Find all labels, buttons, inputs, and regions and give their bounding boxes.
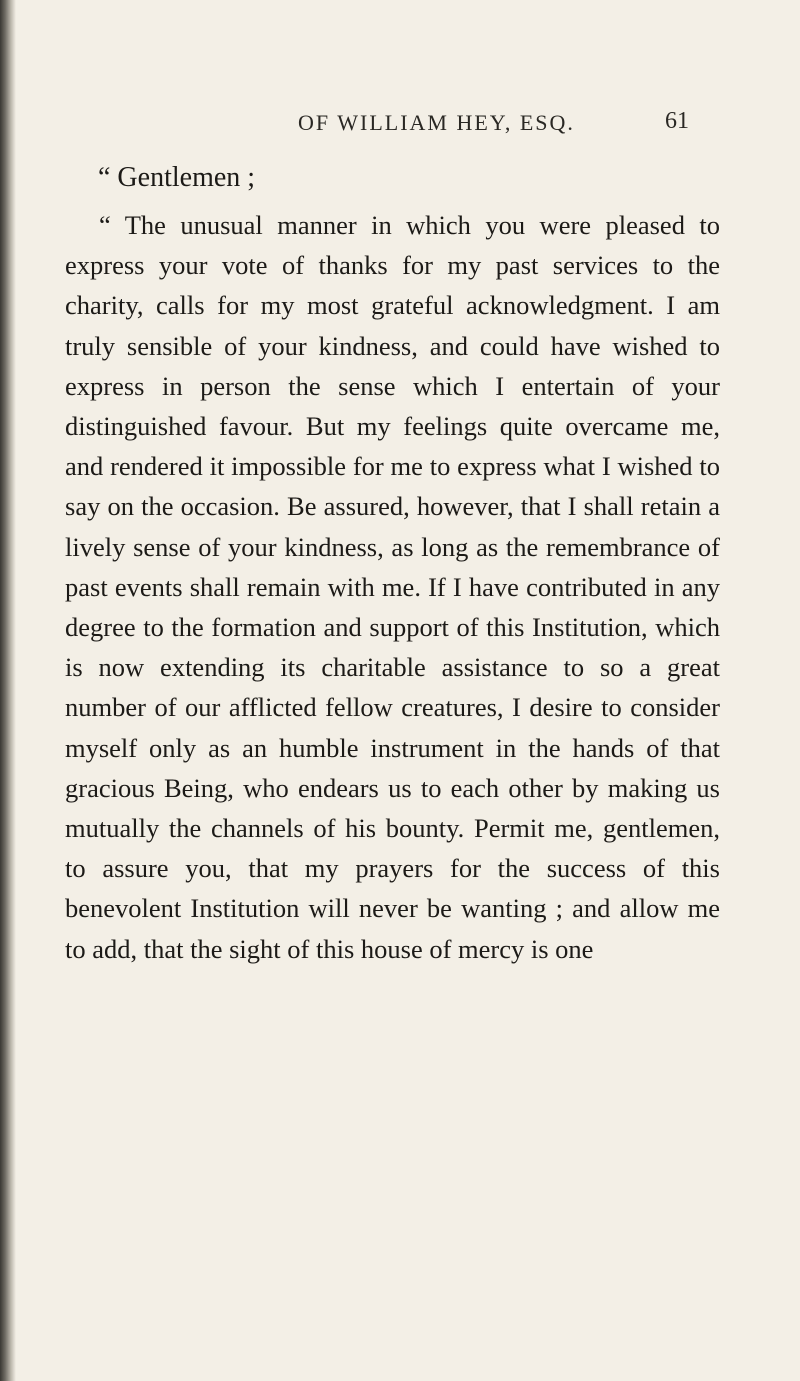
- letter-body: “ The unusual manner in which you were pleased to express your vote of thanks for my past services to the charity, calls for my most grateful acknowledgment. I am truly sensible of your kindness, and could have wished to express in person the sense which I entertain of your distinguished favour. But my feelings quite overcame me, and rendered it impossible for me to express what I wished to say on the occasion. Be assured, however, that I shall retain a lively sense of your kindness, as long as the remembrance of past events shall remain with me. If I have contributed in any degree to the formation and support of this Institution, which is now extending its charitable assistance to so a great number of our afflicted fellow creatures, I desire to consider myself only as an humble instrument in the hands of that gracious Being, who endears us to each other by making us mutually the channels of his bounty. Permit me, gentlemen, to assure you, that my prayers for the success of this benevolent Institution will never be wanting ; and allow me to add, that the sight of this house of mercy is one: [65, 210, 720, 964]
- running-title: OF WILLIAM HEY, ESQ.: [298, 110, 575, 135]
- running-header: [0, 110, 800, 150]
- page-binding-edge: [0, 0, 16, 1381]
- page-number: 61: [665, 108, 689, 134]
- salutation: “ Gentlemen ;: [98, 162, 256, 193]
